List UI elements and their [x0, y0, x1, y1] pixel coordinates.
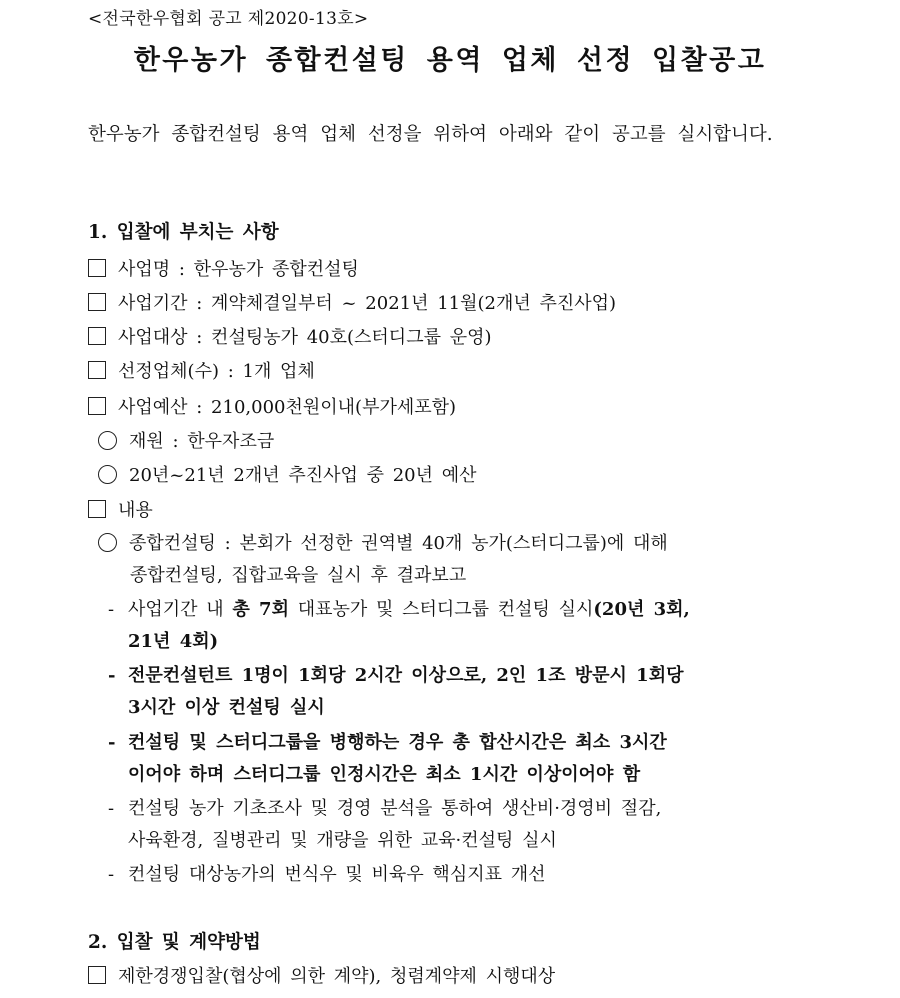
dash-bullet: -: [108, 732, 116, 753]
section2-heading: 2. 입찰 및 계약방법: [88, 932, 261, 953]
item-text: 재원 : 한우자조금: [129, 431, 275, 452]
checkbox-square-icon: [88, 966, 106, 984]
circle-bullet-icon: [98, 431, 117, 450]
item-text: 사업명 : 한우농가 종합컨설팅: [118, 259, 359, 280]
intro-paragraph: 한우농가 종합컨설팅 용역 업체 선정을 위하여 아래와 같이 공고를 실시합니다.: [88, 124, 773, 145]
checkbox-square-icon: [88, 293, 106, 311]
item-selection: [88, 357, 315, 383]
checkbox-square-icon: [88, 500, 106, 518]
item-text: 사업대상 : 컨설팅농가 40호(스터디그룹 운영): [118, 327, 492, 348]
checkbox-square-icon: [88, 361, 106, 379]
item-content-detail-cont: 종합컨설팅, 집합교육을 실시 후 결과보고: [130, 565, 467, 586]
dash-bullet: -: [108, 864, 115, 885]
item-text: 사업기간 : 계약체결일부터 ~ 2021년 11월(2개년 추진사업): [118, 293, 617, 314]
dash-item-5: - 컨설팅 대상농가의 번식우 및 비육우 핵심지표 개선: [108, 864, 546, 885]
dash-item-3: - 컨설팅 및 스터디그룹을 병행하는 경우 총 합산시간은 최소 3시간: [108, 732, 667, 753]
item-content-detail: [98, 529, 668, 555]
item-text: 선정업체(수) : 1개 업체: [118, 361, 315, 382]
dash-item-4: - 컨설팅 농가 기초조사 및 경영 분석을 통하여 생산비·경영비 절감,: [108, 798, 662, 819]
item-text: 20년~21년 2개년 추진사업 중 20년 예산: [129, 465, 477, 486]
item-target: [88, 323, 492, 349]
checkbox-square-icon: [88, 259, 106, 277]
item-content: [88, 496, 153, 522]
circle-bullet-icon: [98, 533, 117, 552]
dash-item-2-cont: 3시간 이상 컨설팅 실시: [128, 697, 325, 718]
dash-item-4-cont: 사육환경, 질병관리 및 개량을 위한 교육·컨설팅 실시: [128, 830, 557, 851]
dash-item-1-cont: 21년 4회): [128, 631, 219, 652]
item-budget-note: [98, 461, 477, 487]
section1-heading: 1. 입찰에 부치는 사항: [88, 222, 279, 243]
item-text: 내용: [118, 500, 153, 521]
item-text: 사업예산 : 210,000천원이내(부가세포함): [118, 397, 457, 418]
checkbox-square-icon: [88, 397, 106, 415]
page-title: 한우농가 종합컨설팅 용역 업체 선정 입찰공고: [133, 45, 767, 76]
item-period: [88, 289, 616, 315]
item-text: 제한경쟁입찰(협상에 의한 계약), 청렴계약제 시행대상: [118, 966, 556, 987]
dash-bullet: -: [108, 665, 116, 686]
item-budget: [88, 393, 456, 419]
checkbox-square-icon: [88, 327, 106, 345]
dash-bullet: -: [108, 798, 115, 819]
notice-number: <전국한우협회 공고 제2020-13호>: [88, 9, 369, 29]
dash-item-3-cont: 이어야 하며 스터디그룹 인정시간은 최소 1시간 이상이어야 함: [128, 764, 641, 785]
dash-item-1: - 사업기간 내 총 7회 대표농가 및 스터디그룹 컨설팅 실시(20년 3회,: [108, 599, 690, 620]
item-business-name: [88, 255, 359, 281]
dash-item-2: - 전문컨설턴트 1명이 1회당 2시간 이상으로, 2인 1조 방문시 1회당: [108, 665, 684, 686]
item-funding-source: [98, 427, 274, 453]
circle-bullet-icon: [98, 465, 117, 484]
section2-item-1: [88, 962, 555, 988]
dash-bullet: -: [108, 599, 115, 620]
item-text: 종합컨설팅 : 본회가 선정한 권역별 40개 농가(스터디그룹)에 대해: [129, 533, 668, 554]
